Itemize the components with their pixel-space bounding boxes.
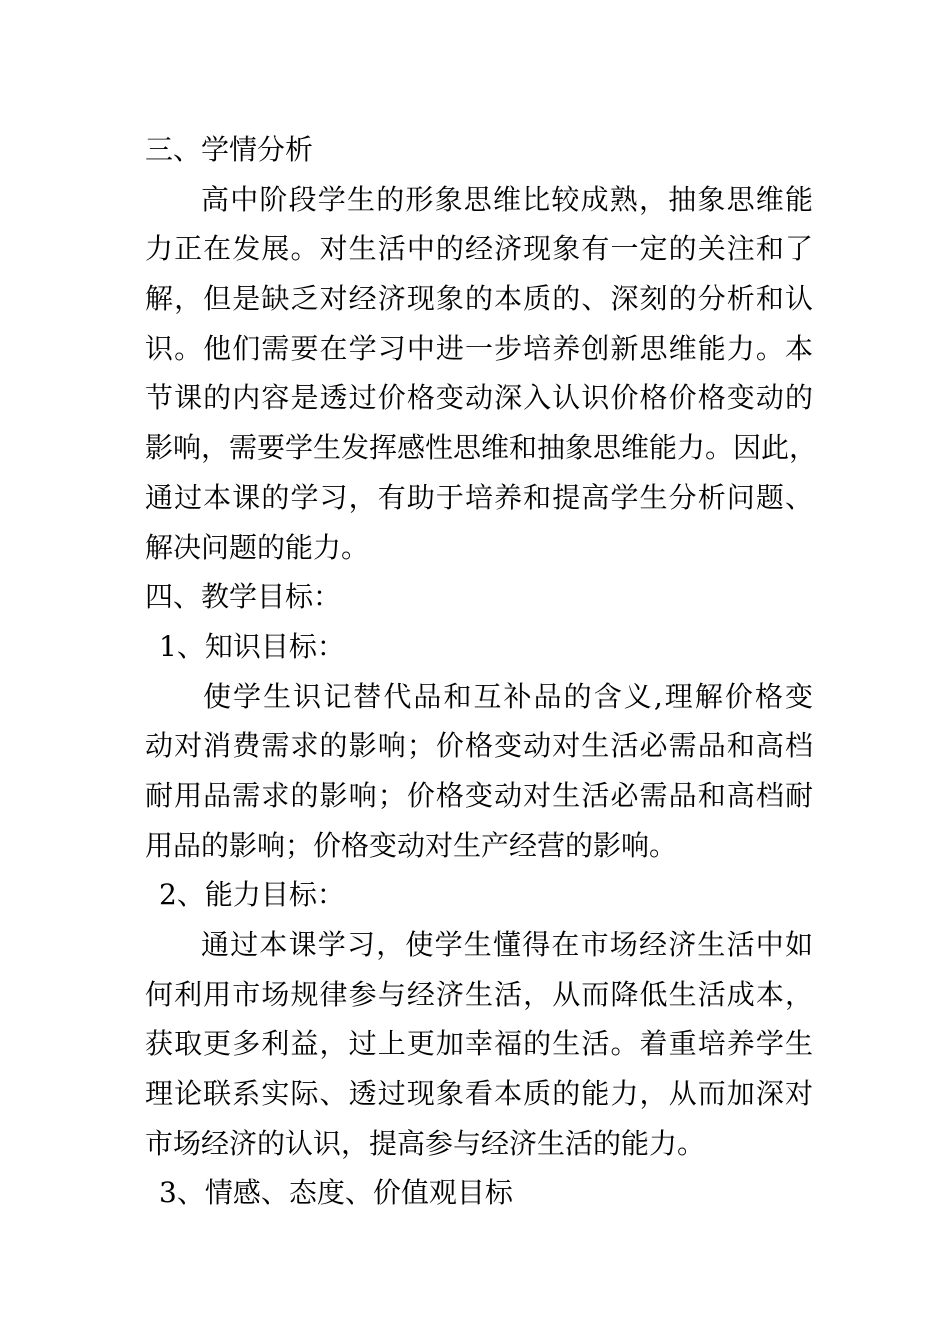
paragraph-line: 用品的影响；价格变动对生产经营的影响。 bbox=[145, 828, 678, 862]
paragraph-line: 理论联系实际、透过现象看本质的能力，从而加深对 bbox=[145, 1077, 813, 1111]
paragraph-line: 何利用市场规律参与经济生活，从而降低生活成本， bbox=[145, 977, 813, 1011]
section-heading-teaching-objectives: 四、教学目标： bbox=[145, 580, 342, 614]
subheading-ability-objective: 2、能力目标： bbox=[159, 878, 345, 912]
paragraph-line: 获取更多利益，过上更加幸福的生活。着重培养学生 bbox=[145, 1027, 813, 1061]
paragraph-line: 通过本课的学习，有助于培养和提高学生分析问题、 bbox=[145, 480, 813, 514]
paragraph-line: 使学生识记替代品和互补品的含义,理解价格变 bbox=[203, 679, 813, 713]
paragraph-line: 影响，需要学生发挥感性思维和抽象思维能力。因此， bbox=[145, 431, 818, 465]
paragraph-line: 解，但是缺乏对经济现象的本质的、深刻的分析和认 bbox=[145, 282, 813, 316]
paragraph-line: 力正在发展。对生活中的经济现象有一定的关注和了 bbox=[145, 232, 813, 266]
paragraph-line: 识。他们需要在学习中进一步培养创新思维能力。本 bbox=[145, 331, 813, 365]
section-heading-learner-analysis: 三、学情分析 bbox=[145, 133, 314, 166]
subheading-emotion-attitude-values-objective: 3、情感、态度、价值观目标 bbox=[159, 1176, 513, 1210]
paragraph-line: 节课的内容是透过价格变动深入认识价格价格变动的 bbox=[145, 381, 813, 415]
paragraph-line: 耐用品需求的影响；价格变动对生活必需品和高档耐 bbox=[145, 778, 813, 812]
paragraph-line: 动对消费需求的影响；价格变动对生活必需品和高档 bbox=[145, 729, 813, 763]
paragraph-line: 解决问题的能力。 bbox=[145, 530, 370, 564]
document-body bbox=[145, 125, 818, 1218]
paragraph-line: 通过本课学习，使学生懂得在市场经济生活中如 bbox=[201, 928, 813, 961]
subheading-knowledge-objective: 1、知识目标： bbox=[159, 629, 345, 663]
paragraph-line: 市场经济的认识，提高参与经济生活的能力。 bbox=[145, 1126, 706, 1160]
paragraph-line: 高中阶段学生的形象思维比较成熟，抽象思维能 bbox=[201, 182, 813, 216]
